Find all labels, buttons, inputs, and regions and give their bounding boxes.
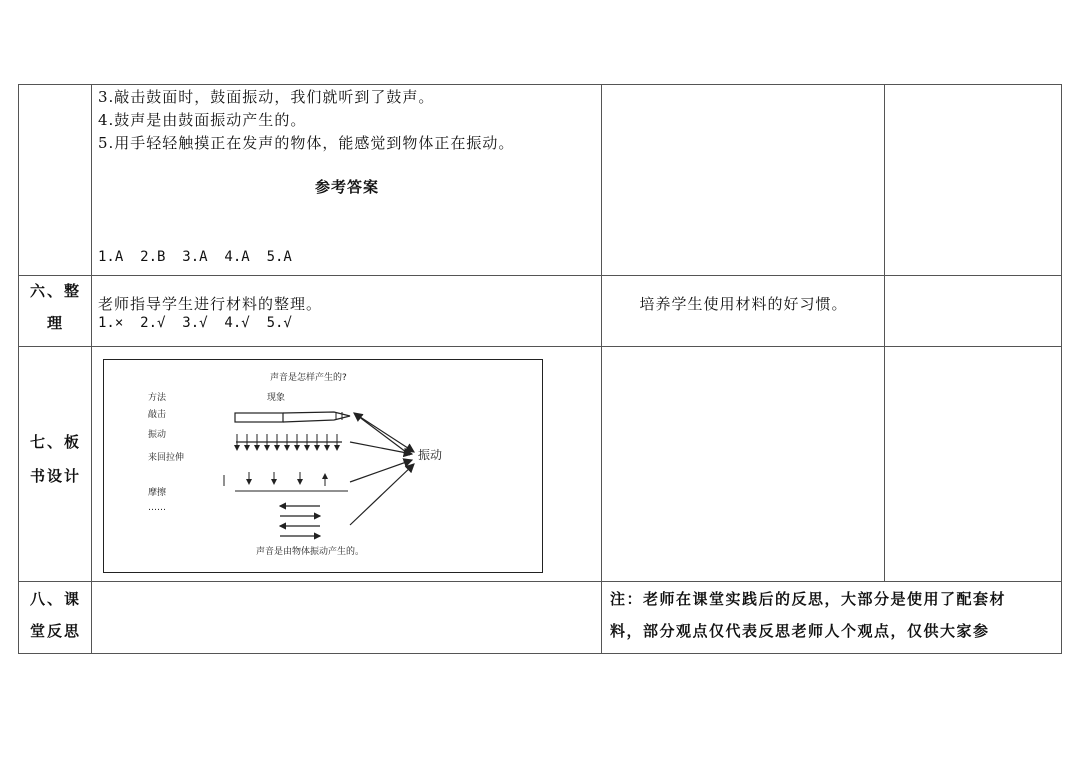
- label-cell: [18, 346, 91, 581]
- board-method-1: 敲击: [148, 410, 167, 420]
- table-row-reflection: [18, 581, 1062, 654]
- extra-cell: [884, 84, 1062, 275]
- extra-cell: [884, 346, 1062, 581]
- content-cell: [91, 581, 601, 653]
- section-label-6b: 理: [46, 314, 64, 332]
- section-label-8b: 堂反思: [29, 622, 81, 640]
- goal-cell: [601, 275, 884, 346]
- content-cell: [91, 275, 601, 346]
- exercise-line-4: 4.鼓声是由鼓面振动产生的。: [98, 111, 307, 129]
- label-cell: [18, 275, 91, 346]
- board-method-4: 摩擦: [148, 488, 167, 498]
- reflection-note-line-2: 料，部分观点仅代表反思老师人个观点，仅供大家参: [610, 622, 990, 640]
- board-method-2: 振动: [148, 430, 167, 440]
- answers-judgement: 1.× 2.√ 3.√ 4.√ 5.√: [98, 315, 292, 331]
- answer-title: 参考答案: [314, 178, 379, 196]
- board-col-phenomenon: 现象: [267, 393, 286, 403]
- board-arrows-drawing: [104, 360, 542, 572]
- board-col-method: 方法: [148, 393, 167, 403]
- board-conclusion: 声音是由物体振动产生的。: [256, 547, 365, 557]
- reflection-note-line-1: 注：老师在课堂实践后的反思，大部分是使用了配套材: [610, 590, 1007, 608]
- label-cell: [18, 84, 91, 275]
- answers-choice: 1.A 2.B 3.A 4.A 5.A: [98, 249, 292, 265]
- label-cell: [18, 581, 91, 653]
- board-result: 振动: [418, 448, 443, 462]
- table-row-cleanup: [18, 275, 1062, 347]
- extra-cell: [884, 275, 1062, 346]
- section-label-7a: 七、板: [29, 433, 81, 451]
- section-label-6a: 六、整: [29, 282, 81, 300]
- goal-cell: [601, 346, 884, 581]
- content-cell: [91, 346, 601, 581]
- exercise-line-5: 5.用手轻轻触摸正在发声的物体，能感觉到物体正在振动。: [98, 134, 515, 152]
- section-label-7b: 书设计: [29, 467, 81, 485]
- cleanup-goal: 培养学生使用材料的好习惯。: [639, 295, 848, 313]
- board-title: 声音是怎样产生的?: [270, 373, 347, 383]
- reflection-note-cell: [601, 581, 1062, 653]
- section-label-8a: 八、课: [29, 590, 81, 608]
- exercise-line-3: 3.敲击鼓面时，鼓面振动，我们就听到了鼓声。: [98, 88, 435, 106]
- board-method-3: 来回拉伸: [148, 453, 185, 463]
- table-row-board-design: [18, 346, 1062, 582]
- cleanup-content: 老师指导学生进行材料的整理。: [98, 295, 323, 313]
- goal-cell: [601, 84, 884, 275]
- board-method-5: ……: [148, 503, 166, 513]
- board-design-diagram: [103, 359, 543, 573]
